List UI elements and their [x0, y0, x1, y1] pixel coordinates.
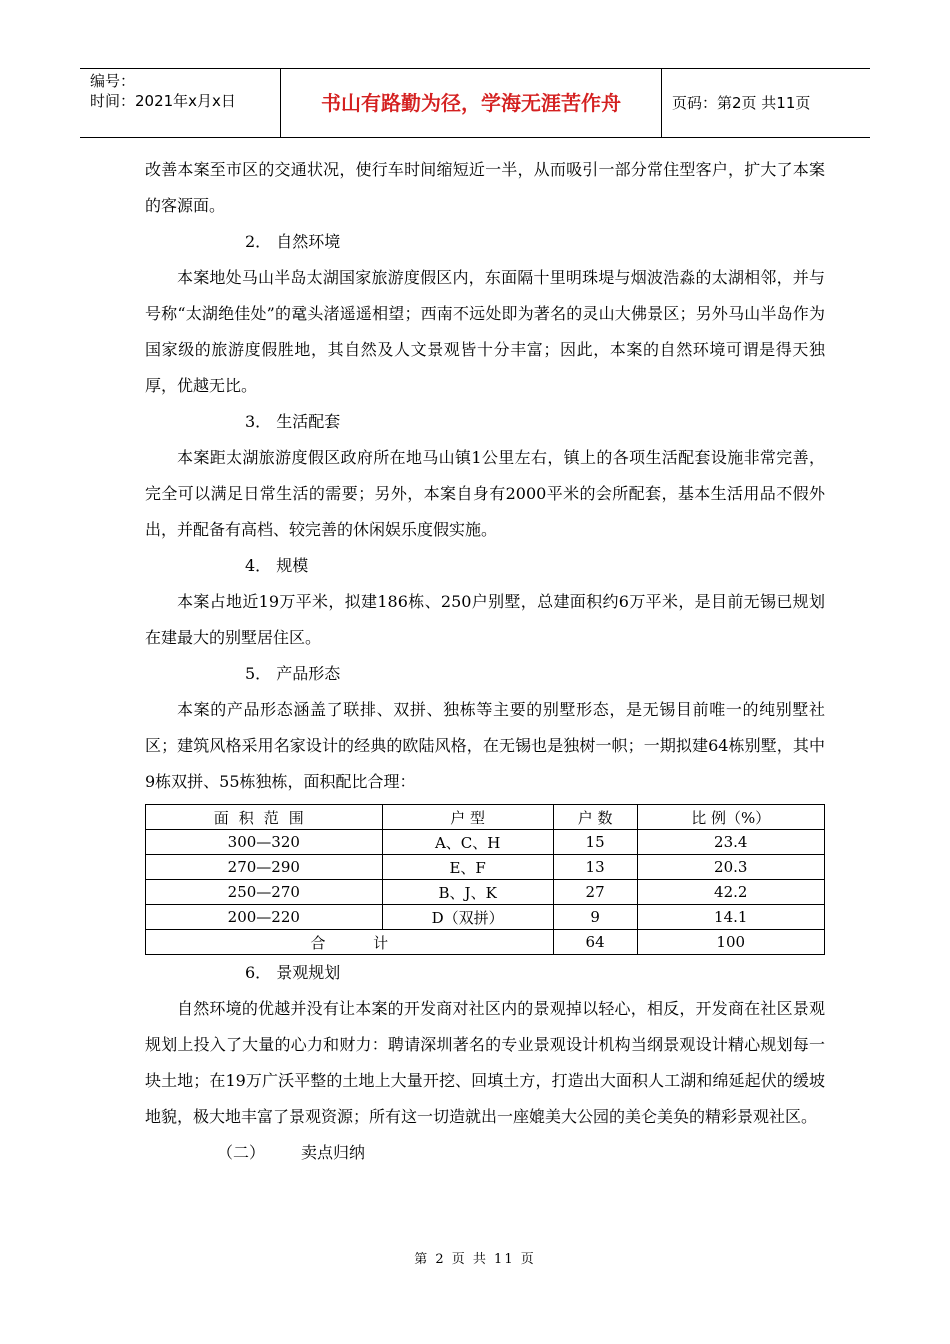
table-cell: E、F	[382, 855, 553, 880]
paragraph: 自然环境的优越并没有让本案的开发商对社区内的景观掉以轻心，相反，开发商在社区景观规划上投入了大量的心力和财力：聘请深圳著名的专业景观设计机构当纲景观设计精心规划每一块土地；在19万广沃平整的土地上大量开挖、回填土方，打造出大面积人工湖和绵延起伏的缓坡地貌，极大地丰富了景观资源；所有这一切造就出一座媲美大公园的美仑美奂的精彩景观社区。	[145, 999, 825, 1126]
section-heading-landscape: 6． 景观规划	[245, 963, 341, 982]
table-cell: 20.3	[637, 855, 825, 880]
table-cell: 200—220	[146, 905, 383, 930]
number-label: 编号：	[90, 72, 136, 90]
header-meta	[80, 69, 281, 137]
paragraph: 本案占地近19万平米，拟建186栋、250户别墅，总建面积约6万平米，是目前无锡已规划在建最大的别墅居住区。	[145, 592, 825, 647]
subsection-number: （二）	[217, 1143, 266, 1162]
table-header-cell: 面积范围	[146, 805, 383, 830]
motto: 书山有路勤为径，学海无涯苦作舟	[281, 69, 662, 137]
table-cell: D（双拼）	[382, 905, 553, 930]
table-cell: 27	[553, 880, 637, 905]
table-header-cell: 户 型	[382, 805, 553, 830]
table-total-ratio: 100	[637, 930, 825, 955]
table-cell: 250—270	[146, 880, 383, 905]
document-body	[145, 152, 825, 1171]
table-header-cell: 户 数	[553, 805, 637, 830]
table-header-row	[146, 805, 825, 830]
table-total-row	[146, 930, 825, 955]
table-cell: 42.2	[637, 880, 825, 905]
table-cell: 23.4	[637, 830, 825, 855]
table-cell: 270—290	[146, 855, 383, 880]
subsection-title: 卖点归纳	[301, 1143, 366, 1162]
paragraph: 本案的产品形态涵盖了联排、双拼、独栋等主要的别墅形态，是无锡目前唯一的纯别墅社区；建筑风格采用名家设计的经典的欧陆风格，在无锡也是独树一帜；一期拟建64栋别墅，其中9栋双拼、55栋独栋，面积配比合理：	[145, 700, 825, 791]
table-row	[146, 830, 825, 855]
table-cell: B、J、K	[382, 880, 553, 905]
section-heading-product: 5． 产品形态	[245, 664, 341, 683]
paragraph: 改善本案至市区的交通状况，使行车时间缩短近一半，从而吸引一部分常住型客户，扩大了本案的客源面。	[145, 160, 825, 215]
section-heading-environment: 2． 自然环境	[245, 232, 341, 251]
page-header	[80, 68, 870, 138]
table-row	[146, 880, 825, 905]
paragraph: 本案地处马山半岛太湖国家旅游度假区内，东面隔十里明珠堤与烟波浩淼的太湖相邻，并与号称“太湖绝佳处”的鼋头渚遥遥相望；西南不远处即为著名的灵山大佛景区；另外马山半岛作为国家级的旅游度假胜地，其自然及人文景观皆十分丰富；因此，本案的自然环境可谓是得天独厚，优越无比。	[145, 268, 825, 395]
unit-mix-table	[145, 804, 825, 955]
section-heading-amenities: 3． 生活配套	[245, 412, 341, 431]
table-total-label: 合 计	[146, 930, 554, 955]
page-info: 页码：第2页 共11页	[672, 94, 811, 112]
table-header-cell: 比 例（%）	[637, 805, 825, 830]
table-total-count: 64	[553, 930, 637, 955]
table-cell: A、C、H	[382, 830, 553, 855]
table-cell: 9	[553, 905, 637, 930]
table-row	[146, 855, 825, 880]
subsection-heading	[145, 1135, 825, 1171]
page-footer: 第 2 页 共 11 页	[414, 1252, 536, 1267]
paragraph: 本案距太湖旅游度假区政府所在地马山镇1公里左右，镇上的各项生活配套设施非常完善，完全可以满足日常生活的需要；另外，本案自身有2000平米的会所配套，基本生活用品不假外出，并配备有高档、较完善的休闲娱乐度假实施。	[145, 448, 825, 539]
table-cell: 13	[553, 855, 637, 880]
time-label: 时间：2021年x月x日	[90, 92, 236, 110]
table-cell: 15	[553, 830, 637, 855]
table-cell: 300—320	[146, 830, 383, 855]
table-row	[146, 905, 825, 930]
table-cell: 14.1	[637, 905, 825, 930]
section-heading-scale: 4． 规模	[245, 556, 309, 575]
